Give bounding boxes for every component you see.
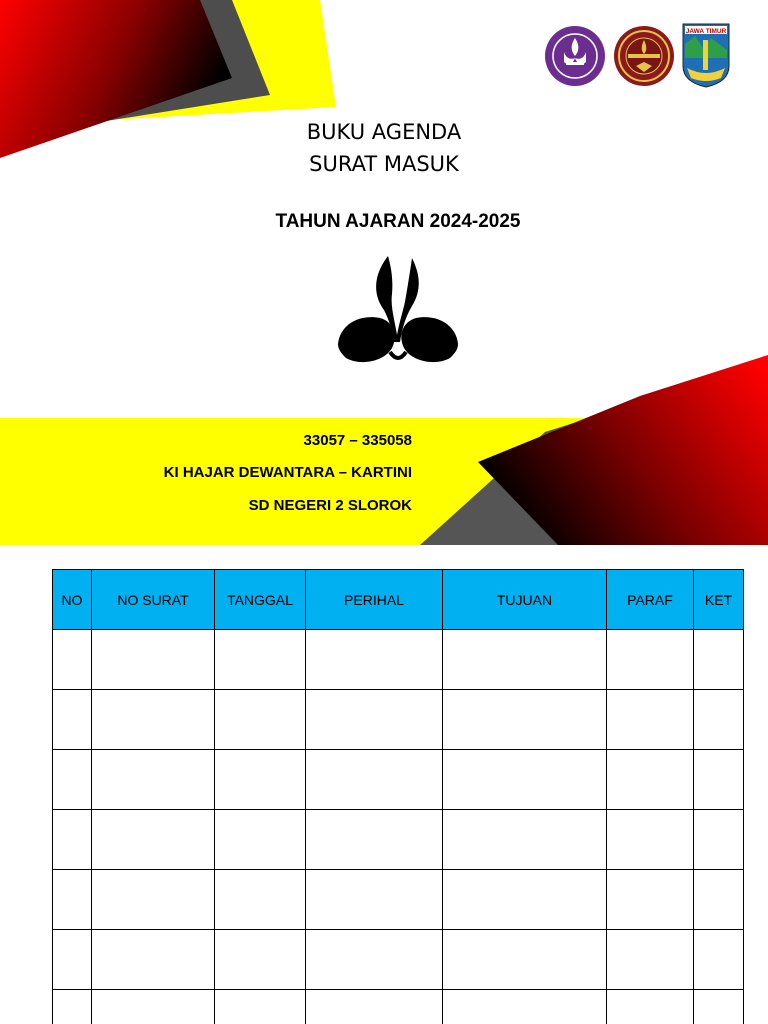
table-cell [694,810,744,870]
table-cell [215,930,306,990]
column-header-no-surat: NO SURAT [92,570,215,630]
table-cell [306,690,443,750]
column-header-ket: KET [694,570,744,630]
table-cell [215,810,306,870]
table-cell [443,990,607,1024]
table-cell [92,750,215,810]
table-cell [443,870,607,930]
table-cell [306,990,443,1024]
agenda-table-body [53,630,744,1024]
table-cell [92,690,215,750]
table-cell [215,750,306,810]
academic-year: TAHUN AJARAN 2024-2025 [275,211,521,232]
table-cell [53,810,92,870]
table-cell [53,750,92,810]
table-cell [607,630,694,690]
table-cell [607,870,694,930]
province-label: JAWA TIMUR [685,28,727,35]
table-cell [53,690,92,750]
table-cell [443,750,607,810]
table-cell [306,630,443,690]
table-cell [443,630,607,690]
table-cell [694,630,744,690]
table-cell [215,690,306,750]
table-cell [694,690,744,750]
school-name: SD NEGERI 2 SLOROK [248,497,412,514]
table-cell [215,870,306,930]
table-cell [306,750,443,810]
column-header-tujuan: TUJUAN [443,570,607,630]
table-cell [92,810,215,870]
gugus-name: KI HAJAR DEWANTARA – KARTINI [163,464,412,481]
table-cell [694,990,744,1024]
table-header-row [53,570,744,630]
title-line-2: SURAT MASUK [309,152,459,176]
column-header-tanggal: TANGGAL [215,570,306,630]
table-cell [443,810,607,870]
table-cell [607,810,694,870]
table-row [53,870,744,930]
gugus-number: 33057 – 335058 [303,432,412,449]
table-row [53,810,744,870]
jawa-timur-province-logo [681,22,731,88]
kwarda-scout-logo [614,26,674,86]
table-cell [53,870,92,930]
table-cell [215,630,306,690]
table-cell [607,750,694,810]
table-cell [607,930,694,990]
table-cell [607,990,694,1024]
logo-group [544,22,734,90]
table-cell [53,990,92,1024]
table-row [53,630,744,690]
title-line-1: BUKU AGENDA [306,120,462,144]
table-row [53,930,744,990]
table-cell [306,810,443,870]
table-cell [694,870,744,930]
table-cell [306,870,443,930]
table-cell [53,930,92,990]
table-cell [92,990,215,1024]
table-cell [694,930,744,990]
table-cell [92,870,215,930]
table-row [53,690,744,750]
table-row [53,750,744,810]
table-cell [92,630,215,690]
table-row [53,990,744,1024]
table-cell [443,690,607,750]
table-cell [215,990,306,1024]
agenda-table [52,569,744,1024]
column-header-no: NO [53,570,92,630]
column-header-paraf: PARAF [607,570,694,630]
table-cell [306,930,443,990]
column-header-perihal: PERIHAL [306,570,443,630]
table-cell [694,750,744,810]
tunas-kelapa-emblem-icon [336,252,460,368]
world-scout-emblem-logo [544,26,606,86]
table-cell [53,630,92,690]
table-cell [607,690,694,750]
table-cell [92,930,215,990]
table-cell [443,930,607,990]
